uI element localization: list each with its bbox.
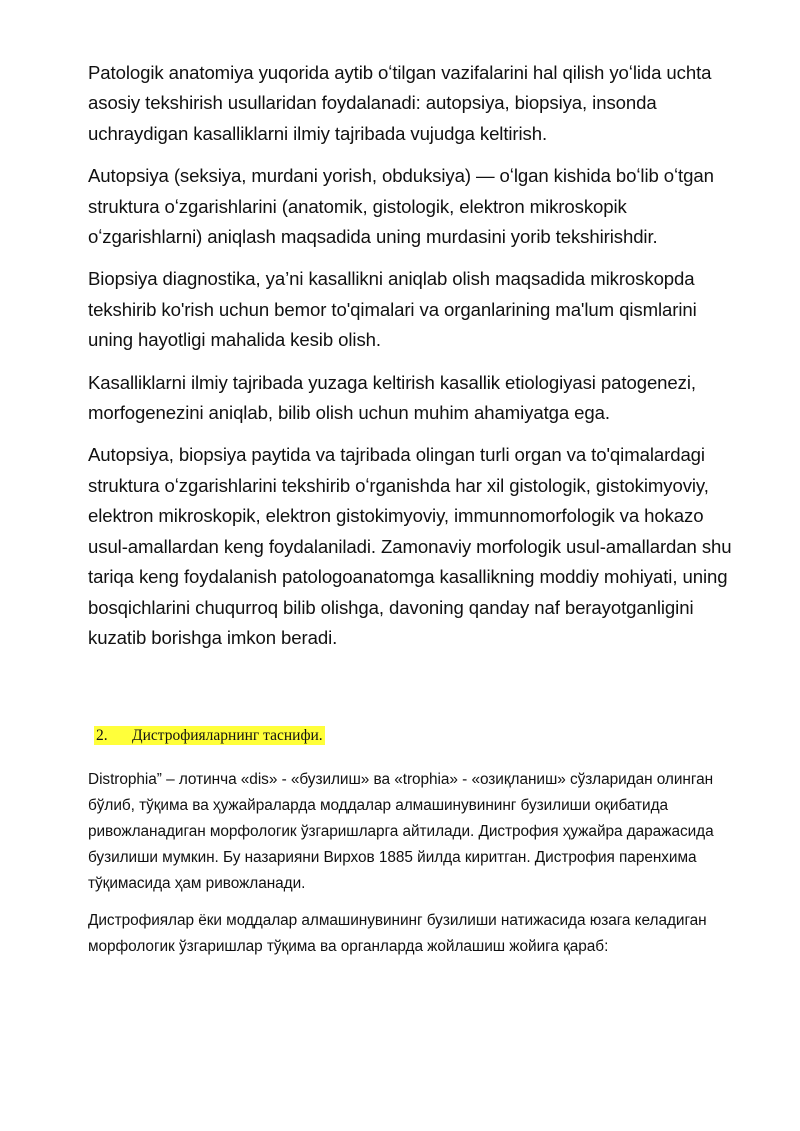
paragraph-experiment: Kasalliklarni ilmiy tajribada yuzaga keltirish kasallik etiologiyasi patogenezi, morfogenezini aniqlab, bilib olish uchun muhim ahamiyatga ega.	[88, 371, 696, 424]
paragraph-distrophia-definition: Distrophia” – лотинча «dis» - «бузилиш» ва «trophia» - «озиқланиш» сўзларидан олинган бўлиб, тўқима ва ҳужайраларда моддалар алмашинувининг бузилиши оқибатида ривожланадиган морфологик ўзгаришларга айтилади. Дистрофия ҳужайра даражасида бузилиши мумкин. Бу назарияни Вирхов 1885 йилда киритган. Дистрофия паренхима тўқимасида ҳам ривожланади.	[88, 771, 714, 893]
paragraph-techniques: Autopsiya, biopsiya paytida va tajribada olingan turli organ va to'qimalardagi struktura oʻzgarishlarini tekshirib oʻrganishda har xil gistologik, gistokimyoviy, elektron mikroskopik, elektron gistokimyoviy, immunnomorfologik va hokazo usul-amallardan keng foydalaniladi. Zamonaviy morfologik usul-amallardan shu tariqa keng foydalanish patologoanatomga kasallikning moddiy mohiyati, uning bosqichlarini chuqurroq bilib olishga, davoning qanday naf berayotganligini kuzatib borishga imkon beradi.	[88, 444, 732, 648]
paragraph-methods: Patologik anatomiya yuqorida aytib oʻtilgan vazifalarini hal qilish yoʻlida uchta asosiy tekshirish usullaridan foydalanadi: autopsiya, biopsiya, insonda uchraydigan kasalliklarni ilmiy tajribada vujudga keltirish.	[88, 62, 712, 144]
paragraph-biopsy: Biopsiya diagnostika, ya’ni kasallikni aniqlab olish maqsadida mikroskopda tekshirib ko'rish uchun bemor to'qimalari va organlarining ma'lum qismlarini uning hayotligi mahalida kesib olish.	[88, 268, 697, 351]
paragraph-autopsy: Autopsiya (seksiya, murdani yorish, obduksiya) — oʻlgan kishida boʻlib oʻtgan struktura oʻzgarishlarini (anatomik, gistologik, elektron mikroskopik oʻzgarishlarni) aniqlash maqsadida uning murdasini yorib tekshirishdir.	[88, 165, 714, 248]
section-number: 2.	[96, 727, 108, 745]
section-heading-highlight	[94, 726, 325, 745]
section-heading	[94, 725, 740, 747]
paragraph-distrophia-classification: Дистрофиялар ёки моддалар алмашинувининг бузилиши натижасида юзага келадиган морфологик ўзгаришлар тўқима ва органларда жойлашиш жойига қараб:	[88, 912, 707, 956]
section-title: Дистрофияларнинг таснифи.	[132, 727, 323, 745]
